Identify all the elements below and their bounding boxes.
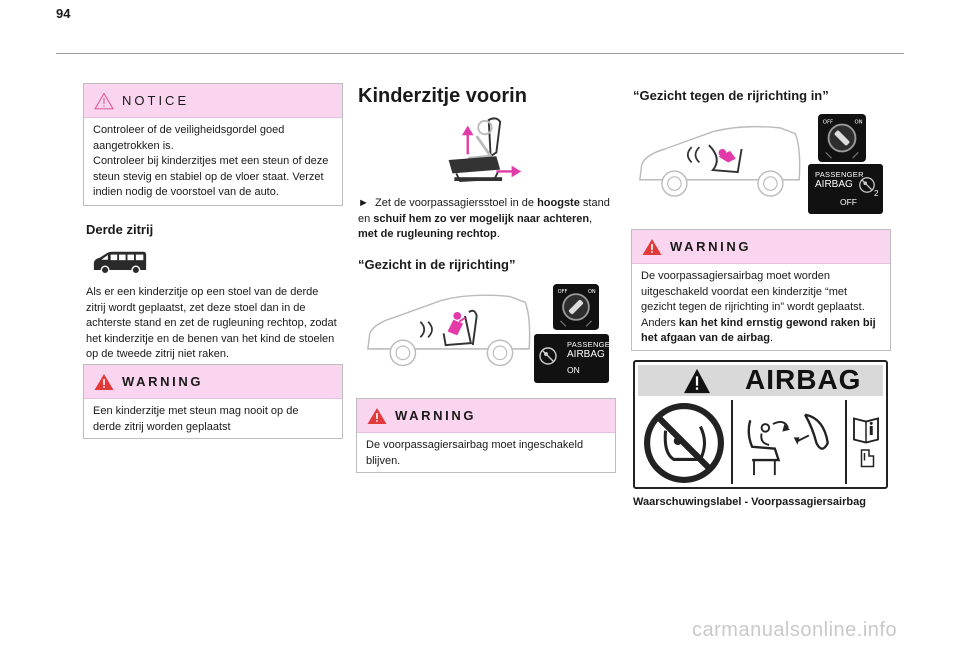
rear-facing-heading: “Gezicht tegen de rijrichting in” <box>633 88 829 103</box>
badge-off-number: 2 <box>874 189 879 198</box>
left-warning-title: WARNING <box>122 374 204 389</box>
passenger-airbag-off-badge <box>808 164 883 214</box>
header-rule <box>56 53 904 54</box>
badge-off-line1: PASSENGER <box>815 170 864 179</box>
badge-off-state: OFF <box>840 197 857 207</box>
third-row-line: zitrij wordt geplaatst, zet deze stoel dan in de <box>86 301 306 314</box>
third-row-heading: Derde zitrij <box>86 222 154 237</box>
third-row-line: Als er een kinderzitje op een stoel van de derde <box>86 286 319 298</box>
bullet-arrow-icon: ► <box>358 197 369 209</box>
airbag-label-divider <box>845 400 847 484</box>
passenger-airbag-on-badge <box>534 334 616 383</box>
right-warning-header <box>632 230 890 264</box>
warning-triangle-outline-icon <box>94 92 114 110</box>
notice-line: Controleer bij kinderzitjes met een steun of deze <box>93 155 329 167</box>
airbag-key-switch-off-icon <box>818 114 866 162</box>
right-warning-line: gezicht tegen de rijrichting in” wordt geplaatst. <box>641 301 865 313</box>
read-manual-icon <box>851 406 881 482</box>
middle-warning-box <box>356 398 616 473</box>
warning-bold: kan het kind ernstig gewond raken bij <box>678 316 876 329</box>
notice-line: aangetrokken is. <box>93 139 174 152</box>
forward-facing-car-illustration <box>364 288 534 372</box>
instruction-bold: hoogste <box>537 197 580 209</box>
forward-facing-heading: “Gezicht in de rijrichting” <box>358 257 516 272</box>
right-warning-line <box>641 316 881 332</box>
airbag-label-divider <box>731 400 733 484</box>
airbag-warning-label <box>633 360 888 489</box>
instruction-line <box>358 196 620 212</box>
watermark: carmanualsonline.info <box>692 619 898 641</box>
svg-text:OFF: OFF <box>822 119 834 126</box>
notice-title: NOTICE <box>122 93 190 108</box>
instruction-bold: schuif hem zo ver mogelijk naar achteren <box>373 212 590 225</box>
instruction-bold: met de rugleuning rechtop <box>358 228 497 240</box>
airbag-key-switch-on-icon <box>553 284 599 330</box>
left-warning-body <box>84 399 342 442</box>
badge-on-state: ON <box>567 365 580 375</box>
notice-line: Controleer of de veiligheidsgordel goed <box>93 124 285 136</box>
third-row-line: het kinderzitje en de benen van het kind de stoelen <box>86 332 335 345</box>
notice-body <box>84 118 342 208</box>
airbag-disabled-icon <box>538 346 558 366</box>
instruction-text: stand <box>579 197 610 209</box>
right-warning-box <box>631 229 891 351</box>
svg-text:ON: ON <box>587 289 596 296</box>
warning-triangle-icon <box>367 407 387 425</box>
instruction-text: , <box>589 212 593 225</box>
airbag-label-caption: Waarschuwingslabel - Voorpassagiersairbag <box>633 496 866 508</box>
no-rear-facing-seat-icon <box>643 402 725 484</box>
warning-text: . <box>769 332 774 344</box>
badge-on-line1: PASSENGER <box>567 340 616 349</box>
notice-line: steun stevig en stabiel op de vloer staat. Verzet <box>93 170 324 183</box>
instruction-text: . <box>496 228 500 240</box>
instruction-line <box>358 227 620 243</box>
svg-text:OFF: OFF <box>557 289 568 296</box>
middle-warning-title: WARNING <box>395 408 477 423</box>
badge-off-line2: AIRBAG <box>815 179 853 190</box>
third-row-line: op de tweede zitrij niet raken. <box>86 348 230 360</box>
right-warning-title: WARNING <box>670 239 752 254</box>
right-warning-line: uitgeschakeld voordat een kinderzitje “met <box>641 285 848 298</box>
right-warning-line: De voorpassagiersairbag moet worden <box>641 270 830 282</box>
left-warning-header <box>84 365 342 399</box>
notice-line: indien nodig de voorstoel van de auto. <box>93 186 279 198</box>
badge-on-line2: AIRBAG <box>567 349 605 360</box>
third-row-text <box>86 285 348 363</box>
notice-header <box>84 84 342 118</box>
warning-triangle-icon <box>94 373 114 391</box>
instruction-text: en <box>358 212 374 225</box>
warning-triangle-icon <box>642 238 662 256</box>
airbag-seat-diagram-icon <box>737 404 841 482</box>
van-icon <box>92 250 148 275</box>
warning-bold: het afgaan van de airbag <box>641 332 770 344</box>
notice-box <box>83 83 343 206</box>
left-warning-line: derde zitrij worden geplaatst <box>93 420 231 433</box>
third-row-line: achterste stand en zet de rugleuning rechtop, zodat <box>86 317 337 329</box>
instruction-line <box>358 212 620 228</box>
middle-warning-header <box>357 399 615 433</box>
right-warning-body <box>632 264 890 354</box>
rear-facing-car-illustration <box>636 120 804 202</box>
page-number: 94 <box>56 6 71 21</box>
middle-warning-line: De voorpassagiersairbag moet ingeschakeld <box>366 439 584 451</box>
left-warning-box <box>83 364 343 439</box>
seat-adjust-illustration <box>420 113 525 187</box>
airbag-label-title: AIRBAG <box>745 364 862 395</box>
warning-text: Anders <box>641 316 679 329</box>
seat-instruction <box>358 196 620 243</box>
middle-warning-body <box>357 433 615 476</box>
section-title: Kinderzitje voorin <box>358 85 527 107</box>
instruction-text: Zet de voorpassagiersstoel in de <box>375 197 538 209</box>
left-warning-line: Een kinderzitje met steun mag nooit op de <box>93 405 299 417</box>
middle-warning-line: blijven. <box>366 454 401 467</box>
warning-triangle-icon <box>683 368 711 394</box>
svg-text:ON: ON <box>854 119 863 126</box>
right-warning-line <box>641 331 881 347</box>
